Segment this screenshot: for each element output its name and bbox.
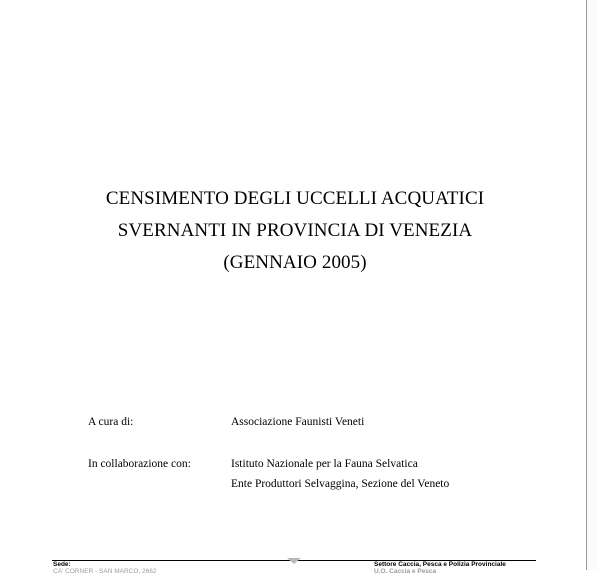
footer-right-unit: U.O. Caccia e Pesca (374, 568, 437, 575)
credit-label-editor: A cura di: (88, 416, 134, 428)
footer-right (374, 561, 506, 575)
footer-left (53, 561, 156, 575)
credit-value-collaboration-1: Istituto Nazionale per la Fauna Selvatica (231, 458, 418, 470)
title-line-1: CENSIMENTO DEGLI UCCELLI ACQUATICI (105, 188, 485, 209)
document-title (0, 183, 590, 279)
footer-left-label: Sede: (53, 561, 71, 568)
title-line-2: SVERNANTI IN PROVINCIA DI VENEZIA (117, 220, 473, 241)
viewer-margin (587, 0, 597, 570)
credit-value-collaboration-2: Ente Produttori Selvaggina, Sezione del Veneto (231, 478, 450, 490)
title-line-3: (GENNAIO 2005) (223, 252, 367, 273)
credit-value-editor: Associazione Faunisti Veneti (231, 416, 365, 428)
footer-right-label: Settore Caccia, Pesca e Polizia Provinciale (374, 561, 506, 568)
footer-left-address: CA' CORNER - SAN MARCO, 2662 (53, 568, 157, 575)
credit-label-collaboration: In collaborazione con: (88, 458, 191, 470)
page-break-marker-icon (287, 558, 301, 564)
